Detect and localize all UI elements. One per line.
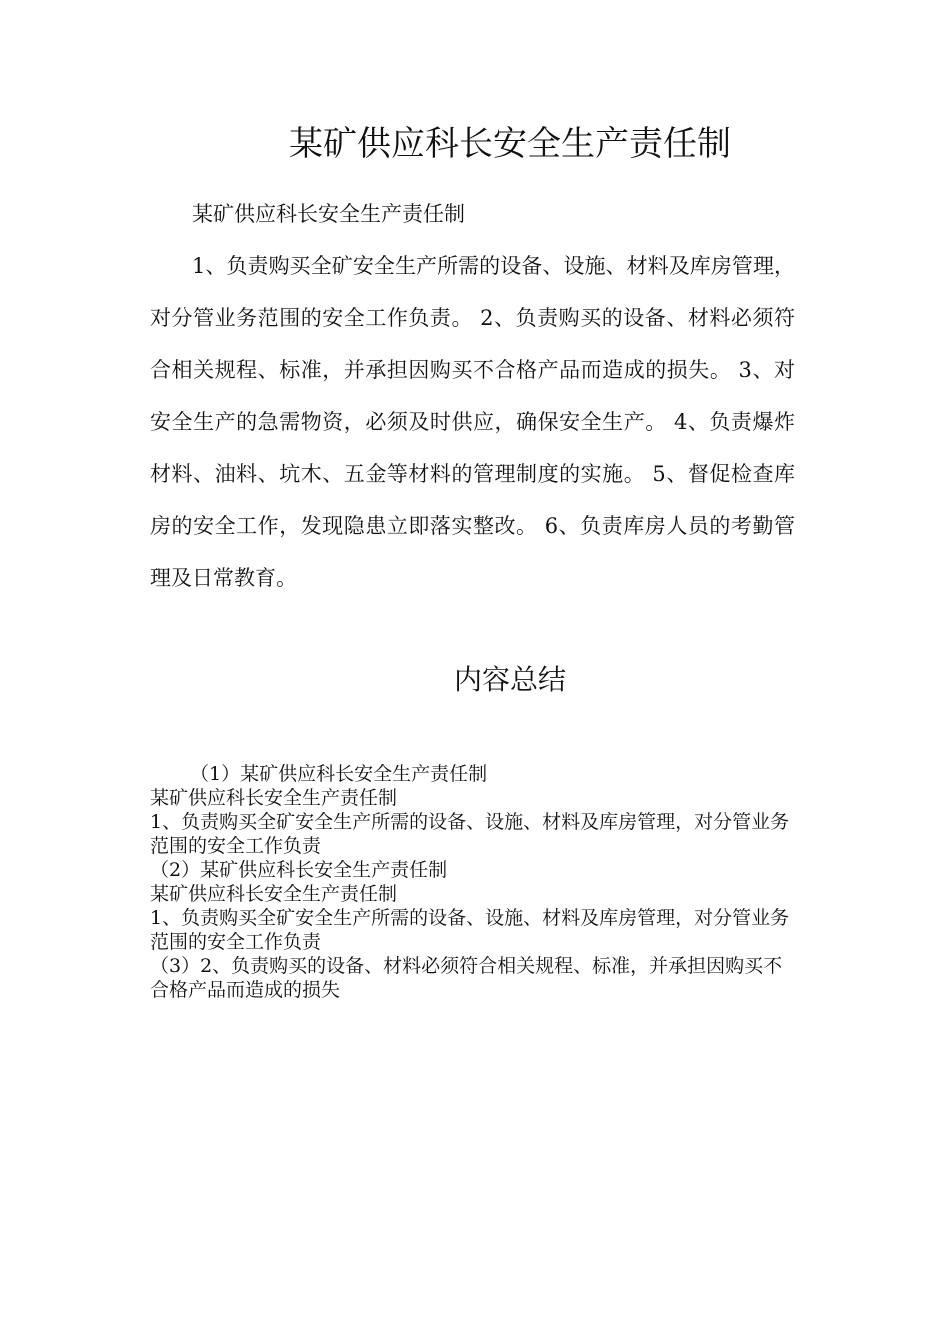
summary-heading: 内容总结 [453,663,566,696]
summary-item-3: （3）2、负责购买的设备、材料必须符合相关规程、标准，并承担因购买不合格产品而造成的损失 [150,955,783,1001]
summary-item-1-label: （1）某矿供应科长安全生产责任制 [190,763,488,785]
body-subtitle: 某矿供应科长安全生产责任制 [192,202,465,226]
page-title: 某矿供应科长安全生产责任制 [289,124,731,164]
summary-section [150,762,798,1002]
body-section [150,188,795,604]
summary-item-2-label: （2）某矿供应科长安全生产责任制 [150,859,448,881]
body-paragraph: 1、负责购买全矿安全生产所需的设备、设施、材料及库房管理，对分管业务范围的安全工作负责。 2、负责购买的设备、材料必须符合相关规程、标准，并承担因购买不合格产品而造成的损失。 3、对安全生产的急需物资，必须及时供应，确保安全生产。 4、负责爆炸材料、油料、坑木、五金等材料的管理制度的实施。 5、督促检查库房的安全工作，发现隐患立即落实整改。 6、负责库房人员的考勤管理及日常教育。 [150,254,795,590]
summary-item-2-line-2: 1、负责购买全矿安全生产所需的设备、设施、材料及库房管理，对分管业务范围的安全工作负责 [150,907,790,953]
summary-item-1-line-2: 1、负责购买全矿安全生产所需的设备、设施、材料及库房管理，对分管业务范围的安全工作负责 [150,811,790,857]
summary-item-1-line-1: 某矿供应科长安全生产责任制 [150,787,398,809]
summary-item-2-line-1: 某矿供应科长安全生产责任制 [150,883,398,905]
